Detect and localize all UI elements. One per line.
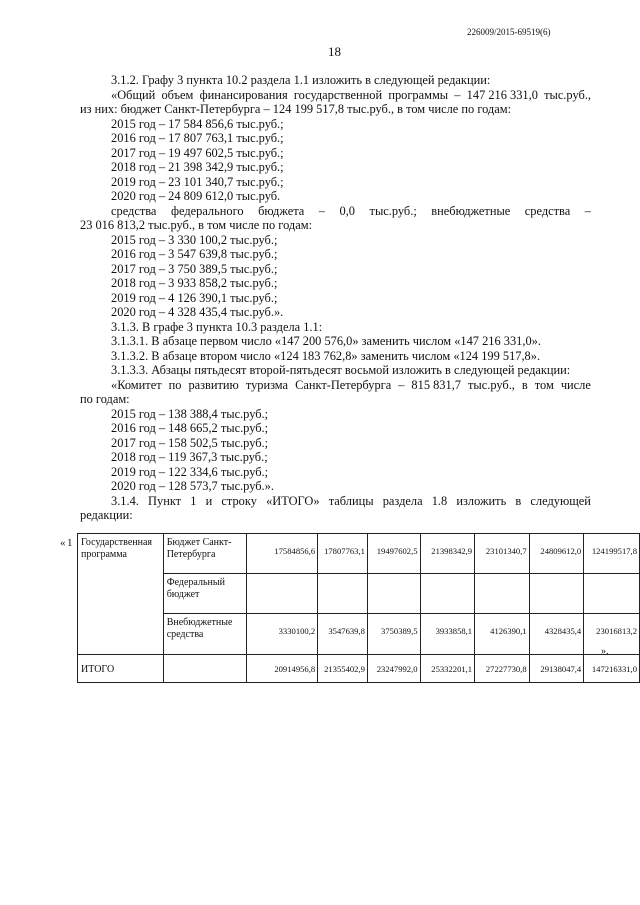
total-row (78, 655, 640, 683)
value-cell (420, 574, 475, 614)
budget-year-line: 2019 год – 23 101 340,7 тыс.руб.; (111, 174, 284, 189)
word: следующей (530, 493, 591, 508)
total-value-cell: 23247992,0 (367, 655, 420, 683)
total-value-cell: 25332201,1 (420, 655, 475, 683)
tourism-by-years: по годам: (80, 392, 130, 406)
value-cell: 23101340,7 (475, 534, 530, 574)
extrabudgetary-year-line: 2018 год – 3 933 858,2 тыс.руб.; (111, 276, 278, 290)
word: Санкт-Петербурга (295, 377, 392, 392)
budget-year-line: 2018 год – 21 398 342,9 тыс.руб.; (111, 160, 284, 174)
word: «Комитет (111, 377, 162, 392)
extrabudgetary-year-line: 2016 год – 3 547 639,8 тыс.руб.; (111, 247, 278, 261)
extrabudgetary-total-line: 23 016 813,2 тыс.руб., в том числе по годам: (80, 218, 313, 232)
value-cell: 4328435,4 (529, 614, 584, 655)
value-cell (584, 574, 640, 614)
word: «ИТОГО» (266, 493, 320, 508)
word: – (454, 87, 461, 102)
word: Пункт (148, 493, 182, 508)
paragraph-3-1-4-end: редакции: (80, 508, 133, 522)
document-id: 226009/2015-69519(6) (467, 27, 551, 37)
financing-table (77, 533, 640, 683)
federal-budget-line (111, 204, 591, 218)
word: 1.8 (431, 493, 448, 508)
page-number: 18 (328, 44, 341, 59)
value-cell (247, 574, 318, 614)
value-cell: 19497602,5 (367, 534, 420, 574)
value-cell: 4126390,1 (475, 614, 530, 655)
word: средства (111, 203, 157, 218)
word: раздела (382, 493, 423, 508)
value-cell: 3933858,1 (420, 614, 475, 655)
paragraph-3-1-3: 3.1.3. В графе 3 пункта 10.3 раздела 1.1: (111, 319, 323, 334)
table-close-quote: ». (601, 646, 609, 657)
word: 1 (190, 493, 197, 508)
value-cell: 21398342,9 (420, 534, 475, 574)
quote-budget-spb: из них: бюджет Санкт-Петербурга – 124 199 517,8 тыс.руб., в том числе по годам: (80, 102, 512, 116)
word: средства (524, 203, 571, 218)
table-open-quote: « (60, 537, 66, 549)
word: строку (221, 493, 257, 508)
tourism-year-line: 2017 год – 158 502,5 тыс.руб.; (111, 435, 269, 450)
tourism-year-line: 2015 год – 138 388,4 тыс.руб.; (111, 406, 269, 421)
value-cell: 17584856,6 (247, 534, 318, 574)
extrabudgetary-year-line: 2015 год – 3 330 100,2 тыс.руб.; (111, 232, 278, 247)
table-row-number: 1 (67, 537, 73, 549)
word: в (515, 493, 522, 508)
value-cell: 24809612,0 (529, 534, 584, 574)
word: – (318, 203, 325, 218)
budget-year-line: 2016 год – 17 807 763,1 тыс.руб.; (111, 131, 284, 145)
word: «Общий (111, 87, 156, 102)
paragraph-3-1-3-2: 3.1.3.2. В абзаце втором число «124 183 762,8» заменить числом «124 199 517,8». (111, 348, 541, 363)
total-value-cell: 27227730,8 (475, 655, 530, 683)
tourism-year-line: 2018 год – 119 367,3 тыс.руб.; (111, 450, 268, 464)
word: развитию (188, 377, 239, 392)
paragraph-3-1-3-1: 3.1.3.1. В абзаце первом число «147 200 576,0» заменить числом «147 216 331,0». (111, 334, 541, 348)
extrabudgetary-year-line: 2017 год – 3 750 389,5 тыс.руб.; (111, 261, 278, 276)
word: федерального (170, 203, 244, 218)
source-cell: Внебюджетные средства (163, 614, 247, 655)
word: государственной (293, 87, 383, 102)
word: в (521, 377, 528, 392)
value-cell: 3547639,8 (318, 614, 368, 655)
word: – (584, 203, 591, 218)
total-value-cell: 147216331,0 (584, 655, 640, 683)
paragraph-3-1-3-3: 3.1.3.3. Абзацы пятьдесят второй-пятьдесят восьмой изложить в следующей редакции: (111, 363, 571, 377)
word: – (398, 377, 405, 392)
word: 3.1.4. (111, 493, 139, 508)
paragraph-3-1-4 (111, 494, 591, 508)
total-value-cell: 29138047,4 (529, 655, 584, 683)
word: туризма (245, 377, 289, 392)
word: 815 831,7 (411, 377, 461, 392)
tourism-year-line: 2016 год – 148 665,2 тыс.руб.; (111, 421, 269, 435)
source-cell: Федеральный бюджет (163, 574, 247, 614)
value-cell (529, 574, 584, 614)
word: тыс.руб., (467, 377, 515, 392)
empty-cell (163, 655, 247, 683)
tourism-committee-line (111, 378, 591, 392)
source-cell: Бюджет Санкт-Петербурга (163, 534, 247, 574)
value-cell (318, 574, 368, 614)
word: финансирования (199, 87, 288, 102)
paragraph-3-1-2-title: 3.1.2. Графу 3 пункта 10.2 раздела 1.1 изложить в следующей редакции: (111, 73, 491, 87)
table-row (78, 534, 640, 574)
extrabudgetary-year-line: 2020 год – 4 328 435,4 тыс.руб.». (111, 305, 284, 319)
word: бюджета (258, 203, 305, 218)
budget-year-line: 2020 год – 24 809 612,0 тыс.руб. (111, 189, 281, 203)
word: таблицы (328, 493, 374, 508)
total-value-cell: 20914956,8 (247, 655, 318, 683)
total-label-cell: ИТОГО (78, 655, 164, 683)
word: и (205, 493, 213, 508)
word: изложить (456, 493, 507, 508)
word: числе (560, 377, 591, 392)
value-cell: 17807763,1 (318, 534, 368, 574)
program-name-cell: Государственная программа (78, 534, 164, 655)
tourism-year-line: 2019 год – 122 334,6 тыс.руб.; (111, 464, 269, 479)
word: тыс.руб.; (369, 203, 417, 218)
value-cell (475, 574, 530, 614)
word: тыс.руб., (544, 87, 591, 102)
budget-year-line: 2017 год – 19 497 602,5 тыс.руб.; (111, 145, 284, 160)
word: 147 216 331,0 (466, 87, 538, 102)
value-cell (367, 574, 420, 614)
quote-total-financing (111, 88, 591, 102)
extrabudgetary-year-line: 2019 год – 4 126 390,1 тыс.руб.; (111, 290, 278, 305)
value-cell: 23016813,2 (584, 614, 640, 655)
word: том (534, 377, 554, 392)
word: внебюджетные (431, 203, 511, 218)
word: объем (161, 87, 194, 102)
value-cell: 124199517,8 (584, 534, 640, 574)
word: программы (388, 87, 449, 102)
value-cell: 3330100,2 (247, 614, 318, 655)
value-cell: 3750389,5 (367, 614, 420, 655)
word: по (168, 377, 182, 392)
tourism-year-line: 2020 год – 128 573,7 тыс.руб.». (111, 479, 274, 493)
word: 0,0 (339, 203, 356, 218)
total-value-cell: 21355402,9 (318, 655, 368, 683)
budget-year-line: 2015 год – 17 584 856,6 тыс.руб.; (111, 116, 284, 131)
